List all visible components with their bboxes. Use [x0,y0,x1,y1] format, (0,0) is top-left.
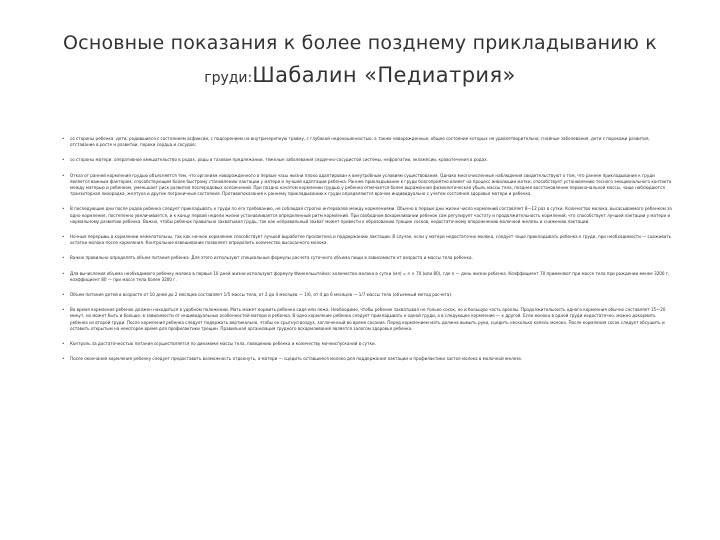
bullet-item: • Важно правильно определять объем питания ребенка. Для этого используют специальные формулы расчета суточного объема пищи в зависимости от возраста и массы тела ребенка. [62,255,672,261]
bullet-item: • со стороны матери: оперативное вмешательство в родах, роды в тазовом предлежании, тяжелые заболевания сердечно-сосудистой системы, нефропатии, эклампсии, кровотечения в родах. [62,157,672,163]
slide-title [40,28,680,95]
title-line-1: Основные показания к более позднему прикладыванию к [63,32,657,54]
bullet-item: • После окончания кормления ребенку следует предоставить возможность отдохнуть, а матери — сцедить оставшееся молоко для поддержания лактации и профилактики застоя молока в молочной железе. [62,356,672,362]
bullet-item: • Объем питания детей в возрасте от 10 дней до 2 месяцев составляет 1/5 массы тела, от 2 до 4 месяцев — 1/6, от 4 до 6 месяцев — 1/7 массы тела (объемный метод расчета). [62,292,672,298]
bullet-item: • Контроль за достаточностью питания осуществляется по динамике массы тела, поведению ребенка и количеству мочеиспусканий в сутки. [62,341,672,347]
bullet-item: • со стороны ребенка: дети, родившиеся с состоянием асфиксии, с подозрением на внутричерепную травму, с глубокой недоношенностью, а также новорожденные, общее состояние которых не удовлетворительно; гнойные заболевания, дети с пороками развития, отставание в росте и развитии, пороки сердца и сосудов; [62,136,672,148]
bullet-item: • Отказ от ранней кормления грудью объясняется тем, что организм новорожденного в первые часы жизни плохо адаптирован к внеутробным условиям существования. Однако многочисленные наблюдения свидетельствуют о том, что раннее прикладывание к груди является важным фактором, способствующим более быстрому становлению лактации у матери и лучшей адаптации ребенка. Раннее прикладывание к груди благоприятно влияет на процесс инволюции матки, способствует установлению тесного эмоционального контакта между матерью и ребенком, уменьшает риск развития послеродовых осложнений. При поздно начатом кормлении грудью у ребенка отмечается более выраженная физиологическая убыль массы тела, позднее восстановление первоначальной массы, чаще наблюдаются транзиторная лихорадка, желтуха и другие пограничные состояния. Противопоказания к раннему прикладыванию к груди определяются врачом индивидуально с учетом состояния здоровья матери и ребенка. [62,173,672,198]
bullet-item: • Ночные перерывы в кормлении нежелательны, так как ночное кормление способствует лучшей выработке пролактина и поддержанию лактации. В случае, если у матери недостаточно молока, следует чаще прикладывать ребенка к груди, при необходимости — сцеживать остатки молока после кормления. Контрольное взвешивание позволяет определить количество высосанного молока. [62,234,672,246]
bullet-item: • В последующие дни после родов ребенка следует прикладывать к груди по его требованию, не соблюдая строгих интервалов между кормлениями. Обычно в первые дни жизни число кормлений составляет 8—12 раз в сутки. Количество молока, высасываемого ребенком за одно кормление, постепенно увеличивается, и к концу первой недели жизни устанавливается определенный ритм кормлений. При свободном вскармливании ребенок сам регулирует частоту и продолжительность кормлений, что способствует лучшей лактации у матери и нормальному развитию ребенка. Важно, чтобы ребенок правильно захватывал грудь, так как неправильный захват может привести к образованию трещин сосков, недостаточному опорожнению молочной железы и снижению лактации. [62,206,672,225]
bullet-item: • Во время кормления ребенок должен находиться в удобном положении. Мать может кормить ребенка сидя или лежа. Необходимо, чтобы ребенок захватывал не только сосок, но и большую часть ареолы. Продолжительность одного кормления обычно составляет 15—20 минут, но может быть и больше, в зависимости от индивидуальных особенностей матери и ребенка. В одно кормление ребенка следует прикладывать к одной груди, а в следующее кормление — к другой. Если молока в одной груди недостаточно, можно докормить ребенка из второй груди. После кормления ребенка следует подержать вертикально, чтобы он срыгнул воздух, заглоченный во время сосания. Перед кормлением мать должна вымыть руки, сцедить несколько капель молока. После кормления сосок следует обсушить и оставить открытым на некоторое время для профилактики трещин. Правильная организация грудного вскармливания является залогом здоровья ребенка. [62,307,672,332]
bullet-list [62,136,672,371]
title-source: Шабалин «Педиатрия» [252,63,516,87]
bullet-item: • Для вычисления объема необходимого ребенку молока в первые 10 дней жизни используют формулу Финкельштейна: количество молока в сутки (мл) = n × 70 (или 80), где n — день жизни ребенка. Коэффициент 70 применяют при массе тела при рождении менее 3200 г, коэффициент 80 — при массе тела более 3200 г. [62,271,672,283]
title-line-2 [40,58,680,95]
title-prefix: груди: [204,70,253,86]
